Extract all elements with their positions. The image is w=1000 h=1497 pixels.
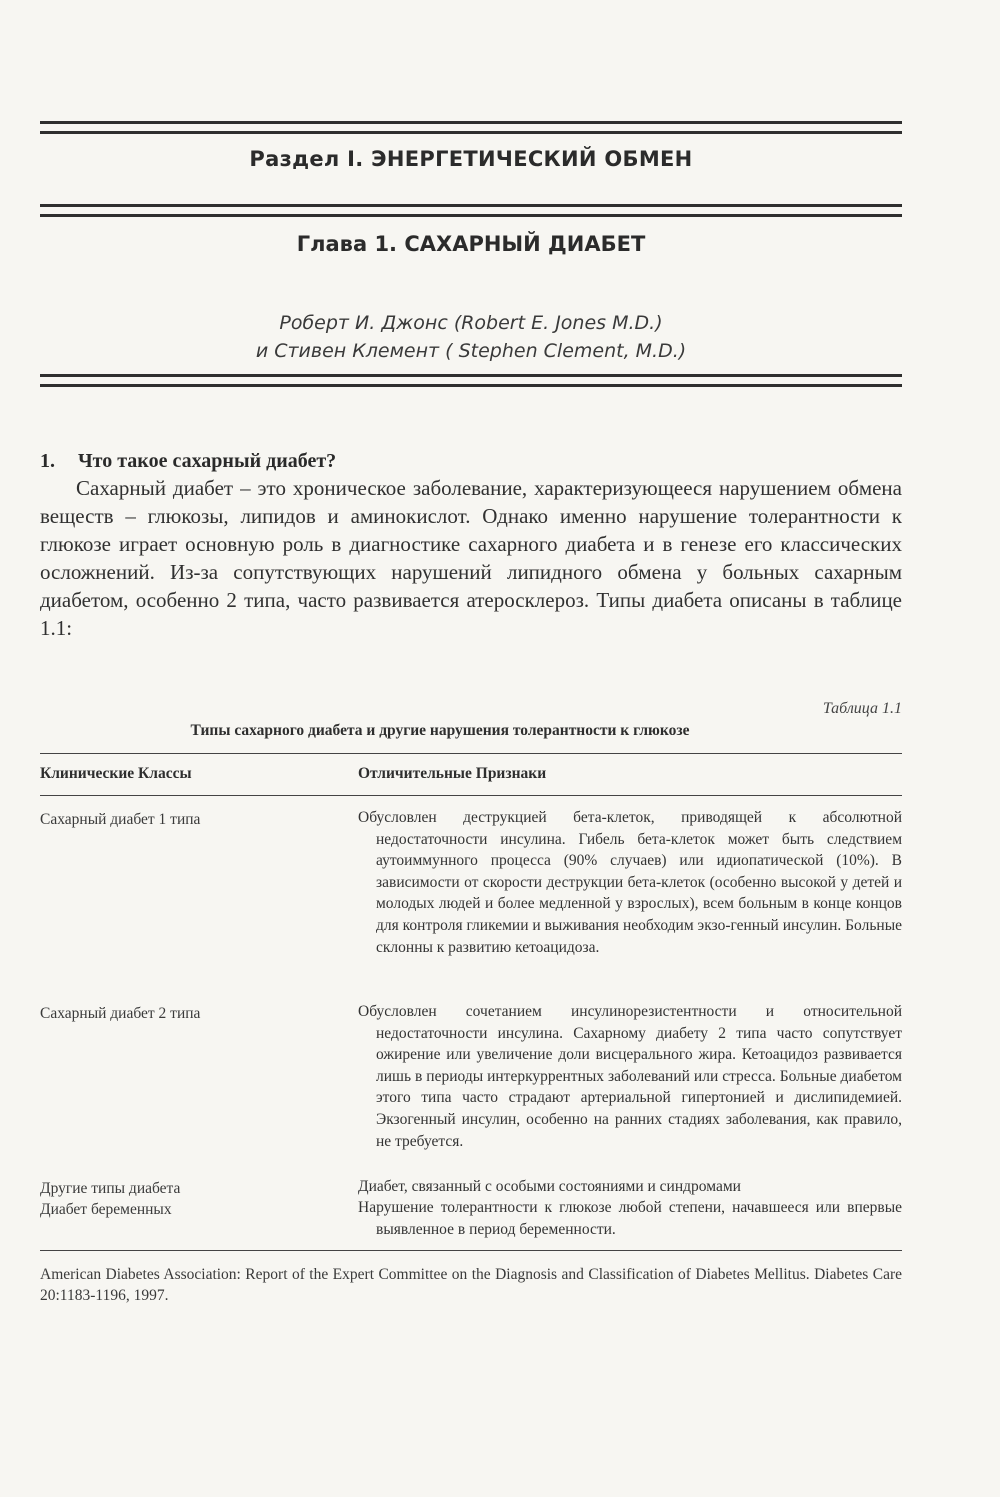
table-row-class: Другие типы диабета (40, 1180, 181, 1197)
author-line: и Стивен Клемент ( Stephen Clement, M.D.) (255, 340, 687, 362)
intro-paragraph: Сахарный диабет – это хроническое заболевание, характеризующееся нарушением обмена веществ – глюкозы, липидов и аминокислот. Однако именно нарушение толерантности к глюкозе играет основную роль в диагностике сахарного диабета и в генезе его классических осложнений. Из-за сопутствующих нарушений липидного обмена у больных сахарным диабетом, особенно 2 типа, часто развивается атеросклероз. Типы диабета описаны в таблице 1.1: (40, 476, 902, 640)
question-text: Что такое сахарный диабет? (78, 450, 337, 472)
table-header-features: Отличительные Признаки (358, 765, 547, 782)
table-row-features: Нарушение толерантности к глюкозе любой степени, начавшееся или впервые выявленное в период беременности. (358, 1199, 902, 1238)
chapter-title: Глава 1. САХАРНЫЙ ДИАБЕТ (296, 232, 646, 256)
source-note: American Diabetes Association: Report of the Expert Committee on the Diagnosis and Classification of Diabetes Mellitus. Diabetes Care 20:1183-1196, 1997. (40, 1266, 902, 1304)
section-double-rule (40, 204, 902, 217)
question-heading (40, 450, 336, 473)
section-title: Раздел I. ЭНЕРГЕТИЧЕСКИЙ ОБМЕН (249, 147, 693, 171)
table-top-rule (40, 753, 902, 754)
table-caption: Типы сахарного диабета и другие нарушения толерантности к глюкозе (190, 722, 690, 739)
table-row-class: Сахарный диабет 1 типа (40, 811, 201, 828)
table-number: Таблица 1.1 (822, 700, 902, 717)
top-double-rule (40, 121, 902, 134)
author-line: Роберт И. Джонс (Robert E. Jones M.D.) (279, 312, 663, 334)
authors-double-rule (40, 374, 902, 387)
table-row-features: Обусловлен сочетанием инсулинорезистентности и относительной недостаточности инсулина. Сахарному диабету 2 типа часто сопутствует ожирение или увеличение доли висцерального жира. Кетоацидоз развивается лишь в периоды интеркуррентных заболеваний или стресса. Больные диабетом этого типа часто страдают артериальной гипертонией и дислипидемией. Экзогенный инсулин, особенно на ранних стадиях заболевания, как правило, не требуется. (358, 1003, 902, 1150)
table-bottom-rule (40, 1250, 902, 1251)
table-row-features: Диабет, связанный с особыми состояниями и синдромами (358, 1178, 741, 1195)
table-header-rule (40, 795, 902, 796)
table-header-class: Клинические Классы (40, 765, 192, 782)
table-row-class: Диабет беременных (40, 1201, 172, 1218)
table-row-features: Обусловлен деструкцией бета-клеток, приводящей к абсолютной недостаточности инсулина. Гибель бета-клеток может быть следствием аутоиммунного процесса (90% случаев) или идиопатической (10%). В зависимости от скорости деструкции бета-клеток (особенно высокой у детей и молодых людей и более медленной у взрослых), всем больным в конце концов для контроля гликемии и выживания необходим экзо-генный инсулин. Больные склонны к развитию кетоацидоза. (358, 809, 902, 956)
question-number: 1. (40, 450, 55, 472)
table-row-class: Сахарный диабет 2 типа (40, 1005, 201, 1022)
